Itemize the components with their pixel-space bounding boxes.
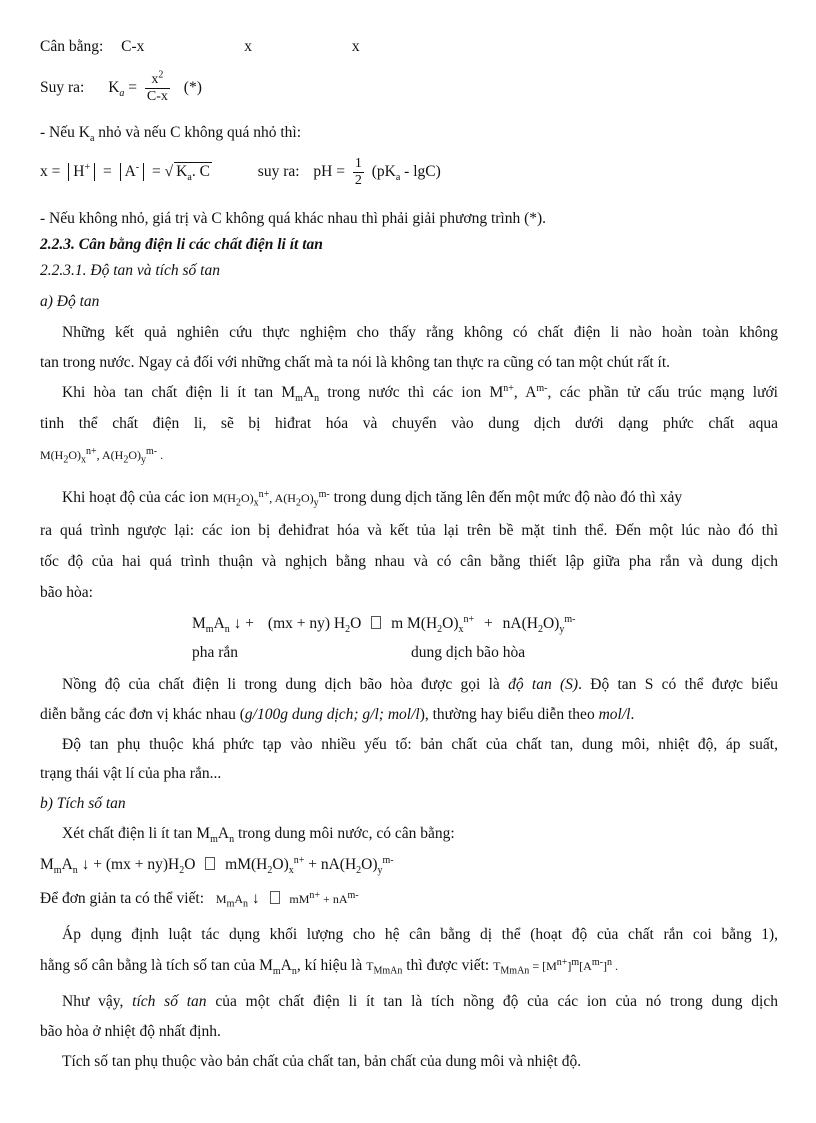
- paragraph-2-line-1: Khi hòa tan chất điện li ít $\tan M_mA_n$ trong nước thì các ion $M^{n+}$, $A^{m-}$, các phần tử cấu trúc mạng lưới: [62, 382, 778, 405]
- label-can-bang: Cân bằng:: [40, 38, 104, 55]
- star-marker: (*): [183, 79, 202, 97]
- term-x-2: x: [351, 38, 360, 55]
- simplified-equation: Để đơn giản ta có thể viết: $M_mA_n$ ↓ $mM^{n+} + nA^{m-}$: [40, 890, 359, 910]
- ph-formula: x = H+ = A- = √ $K_a$. C suy ra: pH = $\frac{1}{2}$ $(pK_a - \lg C)$: [40, 156, 441, 188]
- paragraph-4-line-2: diễn bằng các đơn vị khác nhau (g/100g dung dịch; g/l; mol/l), thường hay biểu diễn theo mol/l.: [40, 706, 635, 723]
- equilibrium-symbol: [205, 857, 215, 870]
- condition-line: - Nếu $K_a$ nhỏ và nếu C không quá nhỏ thì:: [40, 124, 302, 145]
- label-dung-dich-bao-hoa: dung dịch bão hòa: [411, 644, 526, 661]
- paragraph-1-line-2: tan trong nước. Ngay cả đối với những chất mà ta nói là không tan thực ra cũng có tan một chút rất ít.: [40, 354, 670, 371]
- heading-tich-so-tan: b) Tích số tan: [40, 795, 126, 812]
- condition-line-2: - Nếu không nhỏ, giá trị và C không quá khác nhau thì phải giải phương trình (*).: [40, 210, 547, 227]
- label-pha-ran: pha rắn: [192, 644, 239, 661]
- equilibrium-symbol: [371, 616, 381, 629]
- paragraph-3-line-4: bão hòa:: [40, 584, 93, 601]
- heading-do-tan: a) Độ tan: [40, 293, 100, 310]
- paragraph-4-line-1: Nồng độ của chất điện li trong dung dịch bão hòa được gọi là độ tan (S). Độ tan S có thể được biểu: [62, 676, 779, 693]
- paragraph-6: Xét chất điện li ít $\tan M_mA_n$ trong dung môi nước, có cân bằng:: [62, 825, 455, 846]
- paragraph-3-line-2: ra quá trình ngược lại: các ion bị đehiđrat hóa và kết tủa lại trên bề mặt tinh thể. Đến một lúc nào đó thì: [40, 522, 778, 539]
- label-suy-ra: Suy ra:: [40, 79, 85, 97]
- ka-fraction: $\frac{x^2}{C-x}$: [146, 69, 168, 104]
- equilibrium-line: [40, 38, 360, 56]
- equilibrium-symbol: [270, 891, 280, 904]
- paragraph-8-line-2: bão hòa ở nhiệt độ nhất định.: [40, 1023, 221, 1040]
- paragraph-5-line-2: trạng thái vật lí của pha rắn...: [40, 765, 222, 782]
- paragraph-1-line-1: Những kết quả nghiên cứu thực nghiệm cho thấy rằng không có chất điện li nào hoàn toàn không: [62, 324, 778, 341]
- precipitate-arrow: ↓: [233, 615, 242, 632]
- paragraph-9: Tích số tan phụ thuộc vào bản chất của chất tan, bản chất của dung môi và nhiệt độ.: [62, 1053, 582, 1070]
- paragraph-7-line-2: hằng số cân bằng là tích số tan của $M_mA_n$, kí hiệu là $T_{MmAn}$ thì được viết: $T_{MmAn} = [M^{n+}]^m[A^{m-}]^n$ .: [40, 957, 618, 978]
- aqua-complex-formula: $M(H_2O)_x^{n+}$, $A(H_2O)_y^{m-}$ .: [40, 446, 164, 466]
- paragraph-5-line-1: Độ tan phụ thuộc khá phức tạp vào nhiều yếu tố: bản chất của chất tan, dung môi, nhiệt độ, áp suất,: [62, 736, 778, 753]
- subsection-heading-2-2-3-1: 2.2.3.1. Độ tan và tích số tan: [40, 262, 220, 279]
- ka-formula: Suy ra: $K_a$ = $\frac{x^2}{C-x}$ (*): [40, 69, 202, 104]
- paragraph-3-line-3: tốc độ của hai quá trình thuận và nghịch bằng nhau và có cân bằng thiết lập giữa pha rắn và dung dịch: [40, 553, 778, 570]
- paragraph-2-line-2: tinh thể chất điện li, sẽ bị hiđrat hóa và chuyển vào dung dịch dưới dạng phức chất aqua: [40, 415, 778, 432]
- term-x-1: x: [244, 38, 253, 55]
- paragraph-7-line-1: Áp dụng định luật tác dụng khối lượng cho hệ cân bằng dị thể (hoạt độ của chất rắn coi bằng 1),: [62, 926, 778, 943]
- sqrt-symbol: √: [164, 163, 174, 181]
- section-heading-2-2-3: 2.2.3. Cân bằng điện li các chất điện li ít tan: [40, 236, 323, 253]
- term-c-minus-x: C-x: [121, 38, 145, 55]
- paragraph-3-line-1: Khi hoạt độ của các ion $M(H_2O)_x^{n+}$, $A(H_2O)_y^{m-}$ trong dung dịch tăng lên đến một mức độ nào đó thì xảy: [62, 489, 683, 509]
- paragraph-8-line-1: Như vậy, tích số tan của một chất điện li ít tan là tích nồng độ của các ion của nó trong dung dịch: [62, 993, 778, 1010]
- solubility-equation: $M_mA_n$ ↓ + $(mx + ny)H_2O$ $mM(H_2O)_x^{n+} + nA(H_2O)_y^{m-}$: [40, 854, 394, 877]
- dissolution-equation: $M_mA_n$ ↓ + (mx + ny) $H_2O$ m $M(H_2O)_x^{n+} + nA(H_2O)_y^{m-}$: [192, 613, 576, 636]
